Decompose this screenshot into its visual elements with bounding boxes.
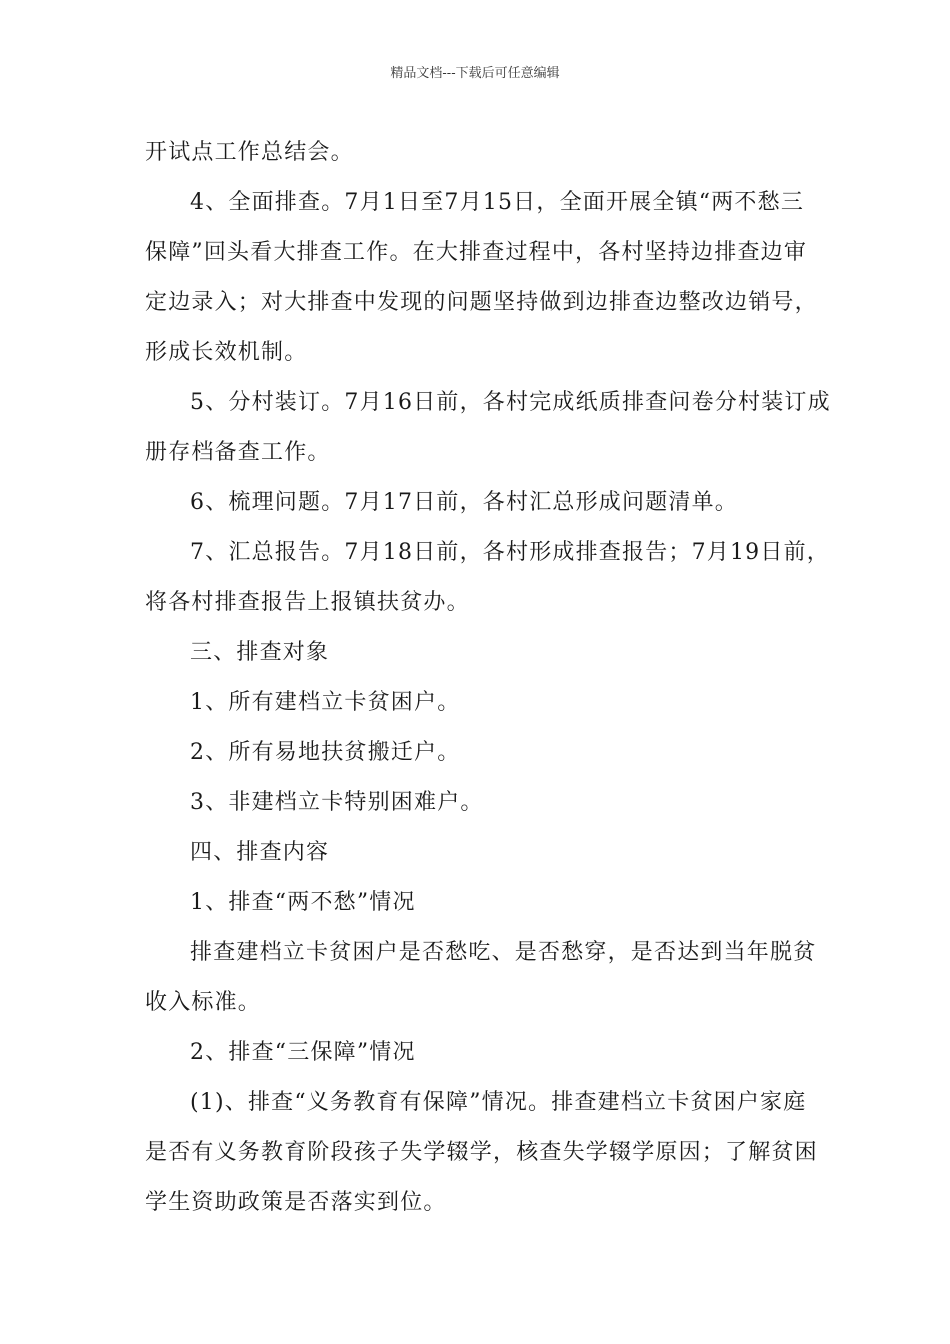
section-heading: 四、排查内容 — [190, 840, 330, 865]
text-line: 5、分村装订。7月16日前，各村完成纸质排查问卷分村装订成 — [190, 390, 831, 415]
text-line: 开试点工作总结会。 — [145, 140, 354, 165]
text-line: 排查建档立卡贫困户是否愁吃、是否愁穿，是否达到当年脱贫 — [190, 940, 817, 965]
section-heading: 三、排查对象 — [190, 640, 330, 665]
text-line: 4、全面排查。7月1日至7月15日，全面开展全镇“两不愁三 — [190, 190, 805, 215]
text-line: 7、汇总报告。7月18日前，各村形成排查报告；7月19日前， — [190, 540, 830, 565]
text-line: 学生资助政策是否落实到位。 — [145, 1190, 447, 1215]
list-item: 1、所有建档立卡贫困户。 — [190, 690, 461, 715]
text-line: 6、梳理问题。7月17日前，各村汇总形成问题清单。 — [190, 490, 738, 515]
document-body — [145, 128, 831, 1228]
text-line: 定边录入；对大排查中发现的问题坚持做到边排查边整改边销号， — [145, 290, 818, 315]
subsection-heading: 2、排查“三保障”情况 — [190, 1040, 416, 1065]
list-item: 2、所有易地扶贫搬迁户。 — [190, 740, 461, 765]
text-line: 册存档备查工作。 — [145, 440, 331, 465]
text-line: 形成长效机制。 — [145, 340, 308, 365]
subsection-heading: 1、排查“两不愁”情况 — [190, 890, 416, 915]
text-line: 收入标准。 — [145, 990, 262, 1015]
text-line: 是否有义务教育阶段孩子失学辍学，核查失学辍学原因；了解贫困 — [145, 1140, 818, 1165]
text-line: 将各村排查报告上报镇扶贫办。 — [145, 590, 470, 615]
list-item: 3、非建档立卡特别困难户。 — [190, 790, 484, 815]
page-header: 精品文档---下载后可任意编辑 — [390, 66, 560, 81]
text-line: (1)、排查“义务教育有保障”情况。排查建档立卡贫困户家庭 — [190, 1090, 807, 1115]
text-line: 保障”回头看大排查工作。在大排查过程中，各村坚持边排查边审 — [145, 240, 808, 265]
